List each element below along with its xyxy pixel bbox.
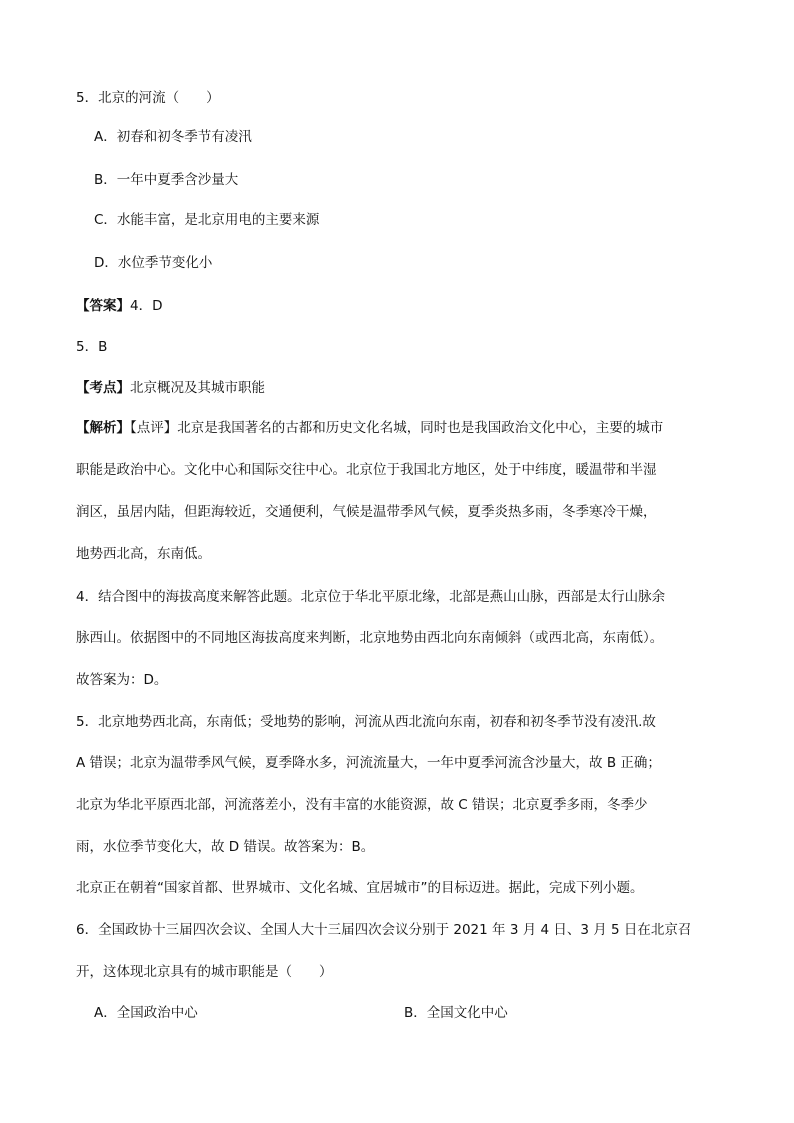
option-letter: C．: [94, 212, 117, 228]
kaodian-label: 【考点】: [76, 380, 130, 396]
jiexi-line-2: 职能是政治中心。文化中心和国际交往中心。北京位于我国北方地区，处于中纬度，暖温带和半湿: [76, 462, 657, 478]
exp5-line-3: 北京为华北平原西北部，河流落差小，没有丰富的水能资源，故 C 错误；北京夏季多雨，冬季少: [76, 797, 648, 813]
option-b: [94, 170, 238, 190]
exp4-line-3: 故答案为：D。: [76, 672, 168, 688]
jiexi-line-4: 地势西北高，东南低。: [76, 546, 211, 562]
exp4-line-2: 脉西山。依据图中的不同地区海拔高度来判断，北京地势由西北向东南倾斜（或西北高，东南低）。: [76, 630, 664, 646]
answer-block: [76, 296, 162, 316]
kaodian-block: [76, 378, 265, 398]
exp5-line-2: A 错误；北京为温带季风气候，夏季降水多，河流流量大，一年中夏季河流含沙量大，故 B 正确；: [76, 755, 661, 771]
jiexi-label: 【解析】: [76, 420, 130, 436]
option-d: [94, 253, 212, 273]
option-text: 水位季节变化小: [117, 255, 213, 271]
option-text: 初春和初冬季节有凌汛: [116, 129, 252, 145]
exp4-line-1: 4．结合图中的海拔高度来解答此题。北京位于华北平原北缘，北部是燕山山脉，西部是太行山脉余: [76, 589, 666, 605]
question-text: 北京的河流（ ）: [98, 90, 220, 106]
option-text: 一年中夏季含沙量大: [116, 172, 239, 188]
option-letter: A．: [94, 1005, 117, 1021]
jiexi-text: 【点评】北京是我国著名的古都和历史文化名城，同时也是我国政治文化中心，主要的城市: [130, 420, 664, 436]
answer-5: 5．B: [76, 339, 108, 355]
intro-text: 北京正在朝着“国家首都、世界城市、文化名城、宜居城市”的目标迈进。据此，完成下列小题。: [76, 880, 644, 896]
option-letter: D．: [94, 255, 118, 271]
question-6-line-2: 开，这体现北京具有的城市职能是（ ）: [76, 964, 333, 980]
question-5-stem: [76, 88, 220, 108]
option-text: 全国政治中心: [116, 1005, 198, 1021]
q6-option-a: [94, 1003, 198, 1023]
question-number: 5．: [76, 90, 99, 106]
option-text: 全国文化中心: [426, 1005, 508, 1021]
option-text: 水能丰富，是北京用电的主要来源: [116, 212, 320, 228]
exp5-line-1: 5．北京地势西北高，东南低；受地势的影响，河流从西北流向东南，初春和初冬季节没有凌汛.故: [76, 714, 656, 730]
option-a: [94, 127, 252, 147]
option-c: [94, 210, 319, 230]
q6-option-b: [404, 1003, 508, 1023]
answer-4: 4．D: [130, 298, 163, 314]
option-letter: B．: [404, 1005, 427, 1021]
jiexi-line-3: 润区，虽居内陆，但距海较近，交通便利，气候是温带季风气候，夏季炎热多雨，冬季寒冷干燥，: [76, 504, 657, 520]
option-letter: A．: [94, 129, 117, 145]
kaodian-text: 北京概况及其城市职能: [130, 380, 265, 396]
answer-label: 【答案】: [76, 298, 130, 314]
exp5-line-4: 雨，水位季节变化大，故 D 错误。故答案为：B。: [76, 839, 375, 855]
option-letter: B．: [94, 172, 117, 188]
question-6-line-1: 6．全国政协十三届四次会议、全国人大十三届四次会议分别于 2021 年 3 月 4 日、3 月 5 日在北京召: [76, 922, 692, 938]
jiexi-line-1: [76, 418, 663, 438]
